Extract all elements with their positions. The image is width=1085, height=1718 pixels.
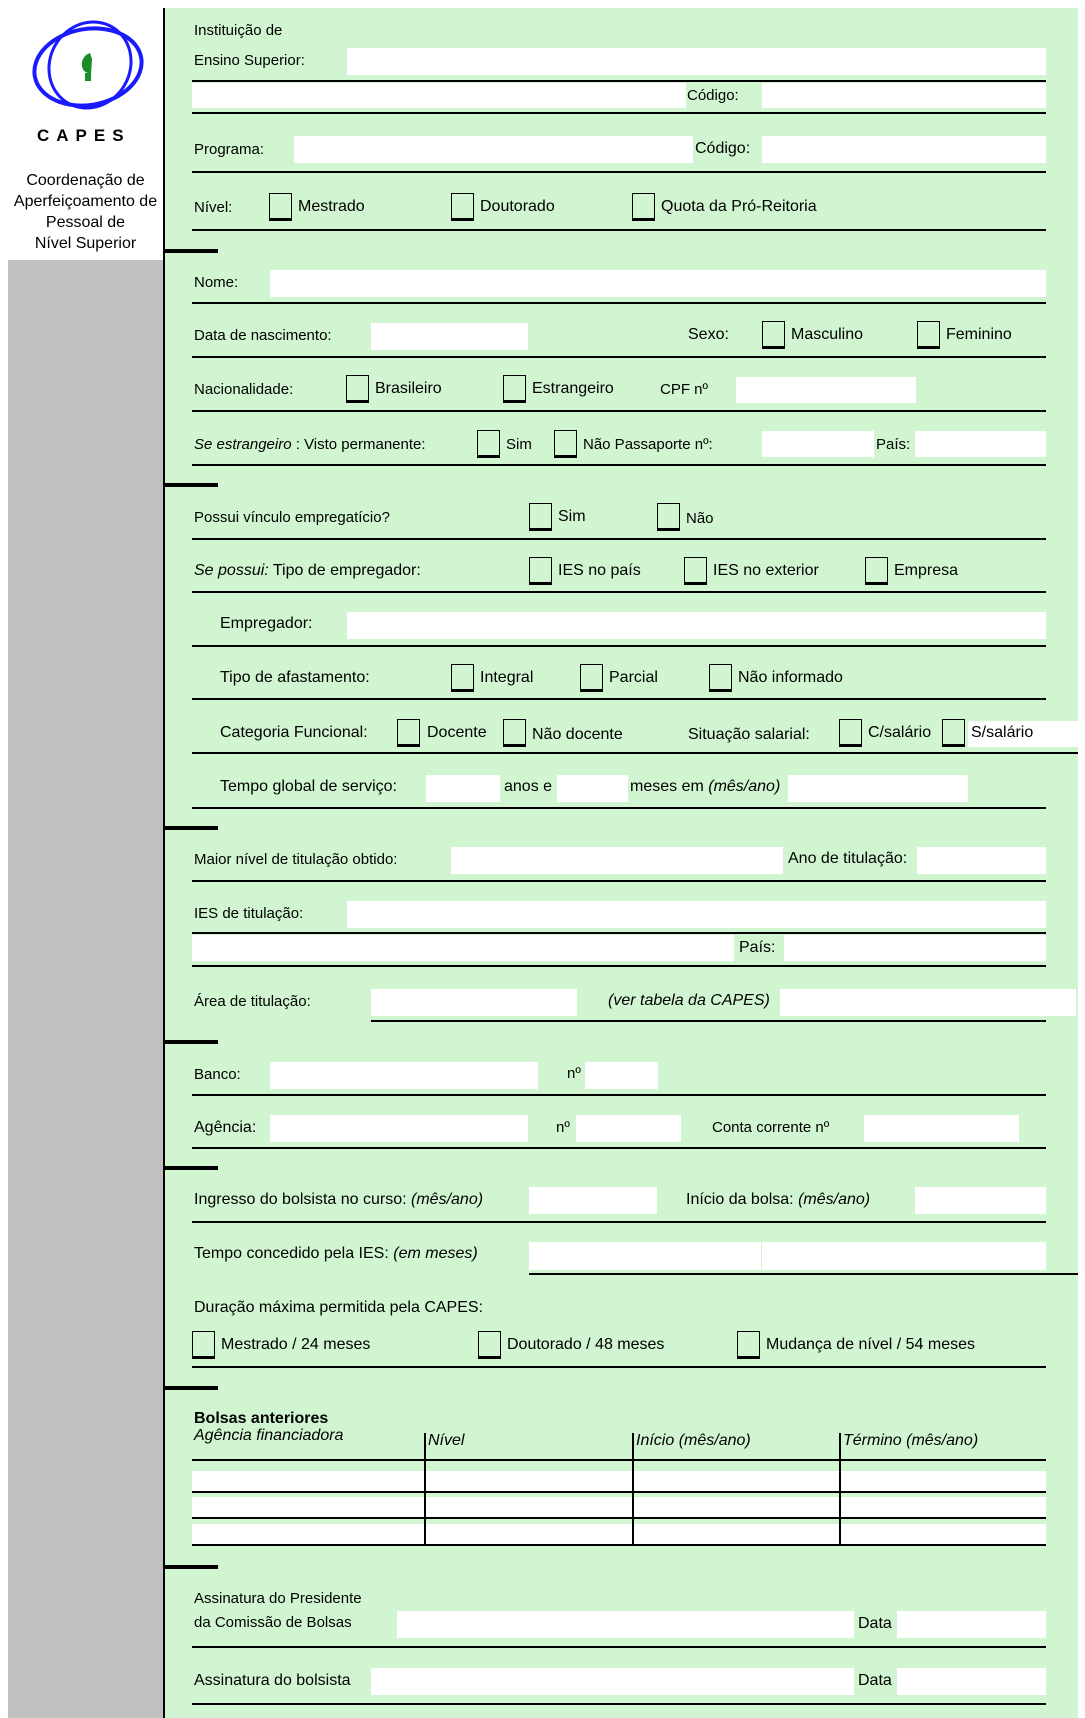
section-separator [163, 483, 218, 487]
employer-field[interactable] [347, 612, 1046, 639]
max-mudanca-label: Mudança de nível / 54 meses [766, 1336, 976, 1353]
divider [192, 1366, 1046, 1368]
section-separator [163, 1565, 218, 1569]
salary-com-checkbox[interactable] [839, 719, 862, 747]
employer-ies-pais-checkbox[interactable] [529, 557, 552, 585]
divider [192, 591, 1046, 593]
employment-nao-checkbox[interactable] [657, 503, 680, 531]
nationality-estrangeiro-checkbox[interactable] [503, 375, 526, 403]
table-row-rule [192, 1517, 1046, 1519]
granted-field[interactable] [529, 1242, 761, 1270]
bank-number-label: nº [567, 1065, 581, 1082]
divider [192, 410, 1046, 412]
leave-parcial-label: Parcial [609, 669, 658, 686]
max-duration-label: Duração máxima permitida pela CAPES: [194, 1299, 484, 1316]
service-months-label [630, 779, 780, 795]
max-doutorado-label: Doutorado / 48 meses [507, 1336, 665, 1353]
foreign-label [194, 437, 426, 452]
nationality-brasileiro-checkbox[interactable] [346, 375, 369, 403]
org-name-line: Pessoal de [45, 214, 126, 231]
service-months-unit: (mês/ano) [708, 778, 781, 795]
cpf-label: CPF nº [660, 381, 708, 398]
foreign-visa-label: : Visto permanente: [291, 436, 426, 453]
start-text: Início da bolsa: [686, 1191, 799, 1208]
birth-field[interactable] [371, 323, 528, 350]
divider [192, 229, 1046, 231]
name-label: Nome: [194, 274, 239, 291]
leave-parcial-checkbox[interactable] [580, 664, 603, 692]
degree-area-field[interactable] [371, 989, 577, 1016]
category-nao-docente-checkbox[interactable] [503, 719, 526, 747]
level-doutorado-label: Doutorado [480, 198, 555, 215]
president-signature-field[interactable] [397, 1611, 854, 1638]
divider [192, 1703, 1046, 1705]
employer-ies-exterior-checkbox[interactable] [684, 557, 707, 585]
start-field[interactable] [915, 1187, 1046, 1214]
level-mestrado-checkbox[interactable] [269, 193, 292, 221]
divider [192, 80, 1046, 82]
service-months-field[interactable] [557, 775, 628, 802]
level-mestrado-label: Mestrado [298, 198, 365, 215]
start-label [686, 1192, 870, 1208]
program-code-field[interactable] [762, 136, 1046, 163]
salary-sem-checkbox[interactable] [942, 719, 965, 747]
capes-logo-icon [28, 15, 150, 120]
employer-type-label [194, 563, 421, 579]
highest-degree-field[interactable] [451, 847, 783, 874]
bank-label: Banco: [194, 1066, 241, 1083]
previous-col-agency: Agência financiadora [194, 1427, 344, 1444]
degree-ies-label: IES de titulação: [194, 905, 304, 922]
org-name [0, 170, 171, 254]
section-separator [163, 249, 218, 253]
granted-label [194, 1246, 478, 1262]
category-docente-checkbox[interactable] [397, 719, 420, 747]
agency-field[interactable] [270, 1115, 528, 1142]
section-separator [163, 1386, 218, 1390]
foreign-country-field[interactable] [915, 431, 1046, 457]
divider [192, 1221, 1046, 1223]
previous-col-start: Início (mês/ano) [636, 1432, 751, 1449]
org-name-line: Aperfeiçoamento de [13, 193, 158, 210]
service-label: Tempo global de serviço: [220, 778, 397, 795]
category-nao-docente-label: Não docente [532, 726, 623, 743]
max-mestrado-label: Mestrado / 24 meses [221, 1336, 371, 1353]
degree-ies-field-2[interactable] [192, 935, 734, 961]
table-col-rule [424, 1433, 426, 1546]
entry-unit: (mês/ano) [411, 1191, 484, 1208]
divider [192, 171, 1046, 173]
sidebar [8, 8, 163, 1718]
table-row-rule [192, 1491, 1046, 1493]
max-doutorado-checkbox[interactable] [478, 1331, 501, 1359]
leave-nao-informado-checkbox[interactable] [709, 664, 732, 692]
divider [192, 1094, 1046, 1096]
section-separator [163, 826, 218, 830]
nationality-brasileiro-label: Brasileiro [375, 380, 442, 397]
nationality-label: Nacionalidade: [194, 381, 294, 398]
visa-nao-passport-label: Não Passaporte nº: [583, 436, 713, 453]
service-months-text: meses em [630, 778, 704, 795]
program-code-label: Código: [695, 140, 751, 157]
table-row[interactable] [192, 1497, 1046, 1517]
leave-integral-checkbox[interactable] [451, 664, 474, 692]
table-row[interactable] [192, 1471, 1046, 1491]
section-separator [163, 1166, 218, 1170]
granted-unit: (em meses) [393, 1245, 478, 1262]
sex-feminino-checkbox[interactable] [917, 321, 940, 349]
divider [192, 752, 1078, 754]
institution-field[interactable] [347, 48, 1046, 75]
student-date-field[interactable] [897, 1668, 1046, 1695]
employer-ies-pais-label: IES no país [558, 562, 641, 579]
salary-sem-label: S/salário [971, 724, 1034, 741]
degree-area-label: Área de titulação: [194, 993, 311, 1010]
account-label: Conta corrente nº [712, 1119, 830, 1136]
student-signature-field[interactable] [371, 1668, 854, 1695]
visa-sim-label: Sim [506, 436, 532, 453]
level-quota-checkbox[interactable] [632, 193, 655, 221]
divider [192, 302, 1046, 304]
service-years-label: anos e [504, 778, 553, 795]
employment-sim-checkbox[interactable] [529, 503, 552, 531]
level-doutorado-checkbox[interactable] [451, 193, 474, 221]
degree-area-note: (ver tabela da CAPES) [608, 992, 770, 1009]
divider [529, 1273, 1078, 1275]
institution-label: Ensino Superior: [194, 52, 305, 69]
employer-type-prefix: Se possui: [194, 562, 269, 579]
president-date-field[interactable] [897, 1611, 1046, 1638]
visa-sim-checkbox[interactable] [477, 430, 500, 458]
cpf-field[interactable] [736, 377, 916, 403]
divider [192, 1147, 1046, 1149]
table-col-rule [632, 1433, 634, 1546]
employment-question: Possui vínculo empregatício? [194, 509, 390, 526]
table-col-rule [839, 1433, 841, 1546]
granted-text: Tempo concedido pela IES: [194, 1245, 394, 1262]
passport-field[interactable] [762, 431, 874, 457]
divider [192, 464, 1046, 466]
degree-country-label: País: [739, 939, 776, 956]
org-name-line: Coordenação de [26, 172, 145, 189]
divider [192, 880, 1046, 882]
divider [192, 112, 1046, 114]
degree-ies-field[interactable] [347, 901, 1046, 928]
employer-type-text: Tipo de empregador: [268, 562, 421, 579]
service-date-field[interactable] [788, 775, 968, 802]
employment-sim-label: Sim [558, 508, 586, 525]
divider [192, 932, 1046, 934]
account-field[interactable] [864, 1115, 1019, 1142]
degree-year-label: Ano de titulação: [788, 850, 908, 867]
logo-acronym: CAPES [37, 126, 131, 145]
entry-label [194, 1192, 483, 1208]
institution-field-2[interactable] [192, 83, 686, 108]
salary-com-label: C/salário [868, 724, 932, 741]
granted-field-2[interactable] [762, 1242, 1046, 1270]
level-quota-label: Quota da Pró-Reitoria [661, 198, 817, 215]
birth-label: Data de nascimento: [194, 327, 332, 344]
table-header-rule [192, 1459, 1046, 1461]
highest-degree-label: Maior nível de titulação obtido: [194, 851, 398, 868]
leave-nao-informado-label: Não informado [738, 669, 843, 686]
employer-ies-exterior-label: IES no exterior [713, 562, 819, 579]
previous-col-end: Término (mês/ano) [843, 1432, 979, 1449]
president-signature-label: Assinatura do Presidente [194, 1590, 362, 1607]
program-field[interactable] [294, 136, 693, 163]
divider [192, 698, 1046, 700]
category-docente-label: Docente [427, 724, 487, 741]
category-label: Categoria Funcional: [220, 724, 368, 741]
table-row-rule [192, 1544, 1046, 1546]
divider [371, 1020, 1046, 1022]
bank-field[interactable] [270, 1062, 538, 1089]
foreign-country-label: País: [876, 436, 911, 453]
level-label: Nível: [194, 199, 233, 216]
program-label: Programa: [194, 141, 265, 158]
agency-number-label: nº [556, 1119, 570, 1136]
name-field[interactable] [270, 270, 1046, 297]
sex-feminino-label: Feminino [946, 326, 1012, 343]
org-name-line: Nível Superior [34, 235, 137, 252]
divider [192, 1646, 1046, 1648]
table-row[interactable] [192, 1524, 1046, 1544]
divider [192, 538, 1046, 540]
service-years-field[interactable] [426, 775, 500, 802]
nationality-estrangeiro-label: Estrangeiro [532, 380, 614, 397]
degree-area-field-2[interactable] [780, 989, 1076, 1016]
entry-text: Ingresso do bolsista no curso: [194, 1191, 412, 1208]
form-left-rule [163, 8, 165, 1718]
agency-number-field[interactable] [576, 1115, 681, 1142]
previous-title: Bolsas anteriores [194, 1410, 329, 1427]
employer-label: Empregador: [220, 615, 313, 632]
degree-country-field[interactable] [784, 935, 1046, 961]
bank-number-field[interactable] [585, 1062, 658, 1089]
visa-nao-checkbox[interactable] [554, 430, 577, 458]
institution-label: Instituição de [194, 22, 283, 39]
sex-label: Sexo: [688, 326, 729, 343]
entry-field[interactable] [529, 1187, 657, 1214]
start-unit: (mês/ano) [798, 1191, 871, 1208]
employment-nao-label: Não [686, 510, 714, 527]
institution-code-field[interactable] [762, 83, 1046, 108]
institution-code-label: Código: [687, 87, 739, 104]
employer-empresa-checkbox[interactable] [865, 557, 888, 585]
president-date-label: Data [858, 1615, 892, 1632]
sex-masculino-checkbox[interactable] [762, 321, 785, 349]
leave-label: Tipo de afastamento: [220, 669, 370, 686]
divider [192, 807, 1046, 809]
degree-year-field[interactable] [917, 847, 1046, 874]
foreign-prefix: Se estrangeiro [194, 436, 292, 453]
previous-col-level: Nível [428, 1432, 465, 1449]
president-signature-label: da Comissão de Bolsas [194, 1614, 352, 1631]
divider [192, 965, 1046, 967]
leave-integral-label: Integral [480, 669, 534, 686]
divider [192, 356, 1046, 358]
salary-label: Situação salarial: [688, 726, 810, 743]
employer-empresa-label: Empresa [894, 562, 959, 579]
max-mudanca-checkbox[interactable] [737, 1331, 760, 1359]
sex-masculino-label: Masculino [791, 326, 864, 343]
max-mestrado-checkbox[interactable] [192, 1331, 215, 1359]
agency-label: Agência: [194, 1119, 257, 1136]
divider [192, 645, 1046, 647]
student-signature-label: Assinatura do bolsista [194, 1672, 351, 1689]
student-date-label: Data [858, 1672, 892, 1689]
section-separator [163, 1040, 218, 1044]
